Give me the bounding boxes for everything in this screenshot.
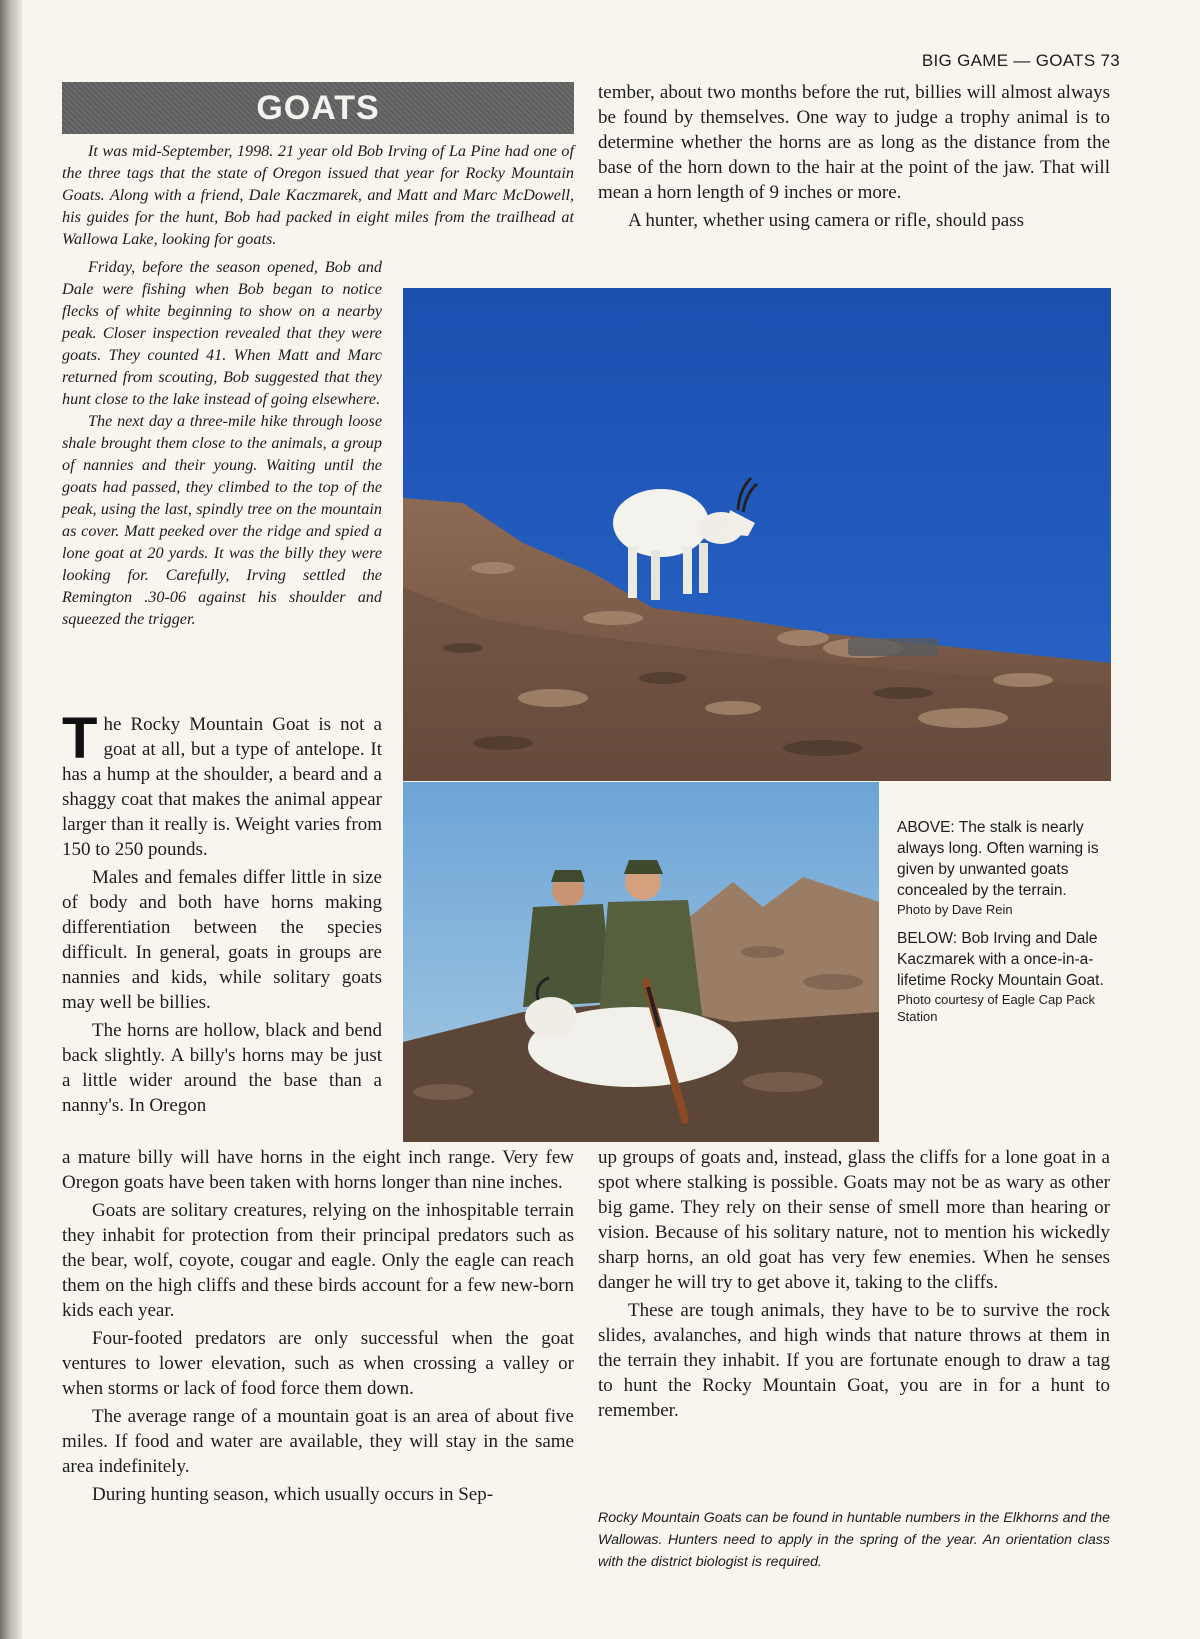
page-spine-shadow — [0, 0, 22, 1639]
photo-hunters-with-goat — [403, 782, 881, 1142]
right-column-bottom — [598, 1145, 1110, 1426]
body-paragraph: Four-footed predators are only successful when the goat ventures to lower elevation, such as when crossing a valley or when storms or lack of food force them down. — [62, 1328, 574, 1399]
body-paragraph: The horns are hollow, black and bend back slightly. A billy's horns may be just a little wider around the base than a nanny's. In Oregon — [62, 1020, 382, 1116]
caption-above: ABOVE: The stalk is nearly always long. Often warning is given by unwanted goats concealed by the terrain. — [897, 819, 1099, 899]
photo-captions — [897, 817, 1117, 1035]
body-paragraph: These are tough animals, they have to be to survive the rock slides, avalanches, and high winds that nature throws at them in the terrain they inhabit. If you are fortunate enough to draw a tag to hunt the Rocky Mountain Goat, you are in for a hunt to remember. — [598, 1300, 1110, 1421]
body-paragraph: a mature billy will have horns in the eight inch range. Very few Oregon goats have been taken with horns longer than nine inches. — [62, 1147, 574, 1193]
hunters-illustration — [403, 782, 879, 1142]
article-title: GOATS — [256, 88, 380, 127]
story-paragraph: Friday, before the season opened, Bob and Dale were fishing when Bob began to notice flecks of white beginning to show on a nearby peak. Closer inspection revealed that they were goats. They counted 41. When Matt and Marc returned from scouting, Bob suggested that they hunt close to the lake instead of going elsewhere. — [62, 258, 382, 408]
body-column-narrow — [62, 706, 382, 1121]
story-intro — [62, 140, 574, 250]
body-paragraph: tember, about two months before the rut, billies will almost always be found by themselves. One way to judge a trophy animal is to determine whether the horns are as long as the distance from the base of the horn down to the hair at the point of the jaw. That will mean a horn length of 9 inches or more. — [598, 82, 1110, 203]
running-head: BIG GAME — GOATS 73 — [921, 51, 1120, 70]
body-paragraph: During hunting season, which usually occurs in Sep- — [92, 1484, 494, 1505]
right-column-top — [598, 80, 1110, 236]
body-paragraph — [62, 706, 382, 862]
body-paragraph: The average range of a mountain goat is an area of about five miles. If food and water are available, they will stay in the same area indefinitely. — [62, 1406, 574, 1477]
photo-goat-on-ridge — [403, 288, 1111, 781]
body-paragraph: up groups of goats and, instead, glass the cliffs for a lone goat in a spot where stalking is possible. Goats may not be as wary as other big game. They rely on their sense of smell more than hearing or vision. Because of his solitary nature, not to mention his wickedly sharp horns, an old goat has very few enemies. When he senses danger he will try to get above it, taking to the cliffs. — [598, 1147, 1110, 1293]
body-column-wide — [62, 1145, 574, 1510]
article-title-bar — [62, 82, 574, 134]
caption-below-credit: Photo courtesy of Eagle Cap Pack Station — [897, 992, 1096, 1024]
caption-below: BELOW: Bob Irving and Dale Kaczmarek with a once-in-a-lifetime Rocky Mountain Goat. — [897, 930, 1104, 989]
body-paragraph: Goats are solitary creatures, relying on the inhospitable terrain they inhabit for protection from their principal predators such as the bear, wolf, coyote, cougar and eagle. Only the eagle can reach them on the high cliffs and these birds account for a few new-born kids each year. — [62, 1200, 574, 1321]
story-paragraph: It was mid-September, 1998. 21 year old Bob Irving of La Pine had one of the three tags that the state of Oregon issued that year for Rocky Mountain Goats. Along with a friend, Dale Kaczmarek, and Matt and Marc McDowell, his guides for the hunt, Bob had packed in eight miles from the trailhead at Wallowa Lake, looking for goats. — [62, 142, 574, 248]
goat-ridge-illustration — [403, 288, 1111, 781]
story-paragraph: The next day a three-mile hike through loose shale brought them close to the animals, a group of nannies and their young. Waiting until the goats had passed, they climbed to the top of the peak, using the last, spindly tree on the mountain as cover. Matt peeked over the ridge and spied a lone goat at 20 yards. It was the billy they were looking for. Carefully, Irving settled the Remington .30-06 against his shoulder and squeezed the trigger. — [62, 412, 382, 628]
closing-note: Rocky Mountain Goats can be found in huntable numbers in the Elkhorns and the Wallowas. Hunters need to apply in the spring of the year. An orientation class with the district biologist is required. — [598, 1510, 1110, 1570]
caption-above-credit: Photo by Dave Rein — [897, 902, 1013, 917]
drop-cap: T — [62, 706, 98, 771]
body-paragraph: A hunter, whether using camera or rifle, should pass — [628, 210, 1025, 231]
body-text: he Rocky Mountain Goat is not a goat at all, but a type of antelope. It has a hump at the shoulder, a beard and a shaggy coat that makes the animal appear larger than it really is. Weight varies from 150 to 250 pounds. — [62, 714, 382, 860]
body-paragraph: Males and females differ little in size of body and both have horns making differentiation between the species difficult. In general, goats in groups are nannies and kids, while solitary goats may well be billies. — [62, 867, 382, 1013]
story-continued — [62, 256, 382, 630]
